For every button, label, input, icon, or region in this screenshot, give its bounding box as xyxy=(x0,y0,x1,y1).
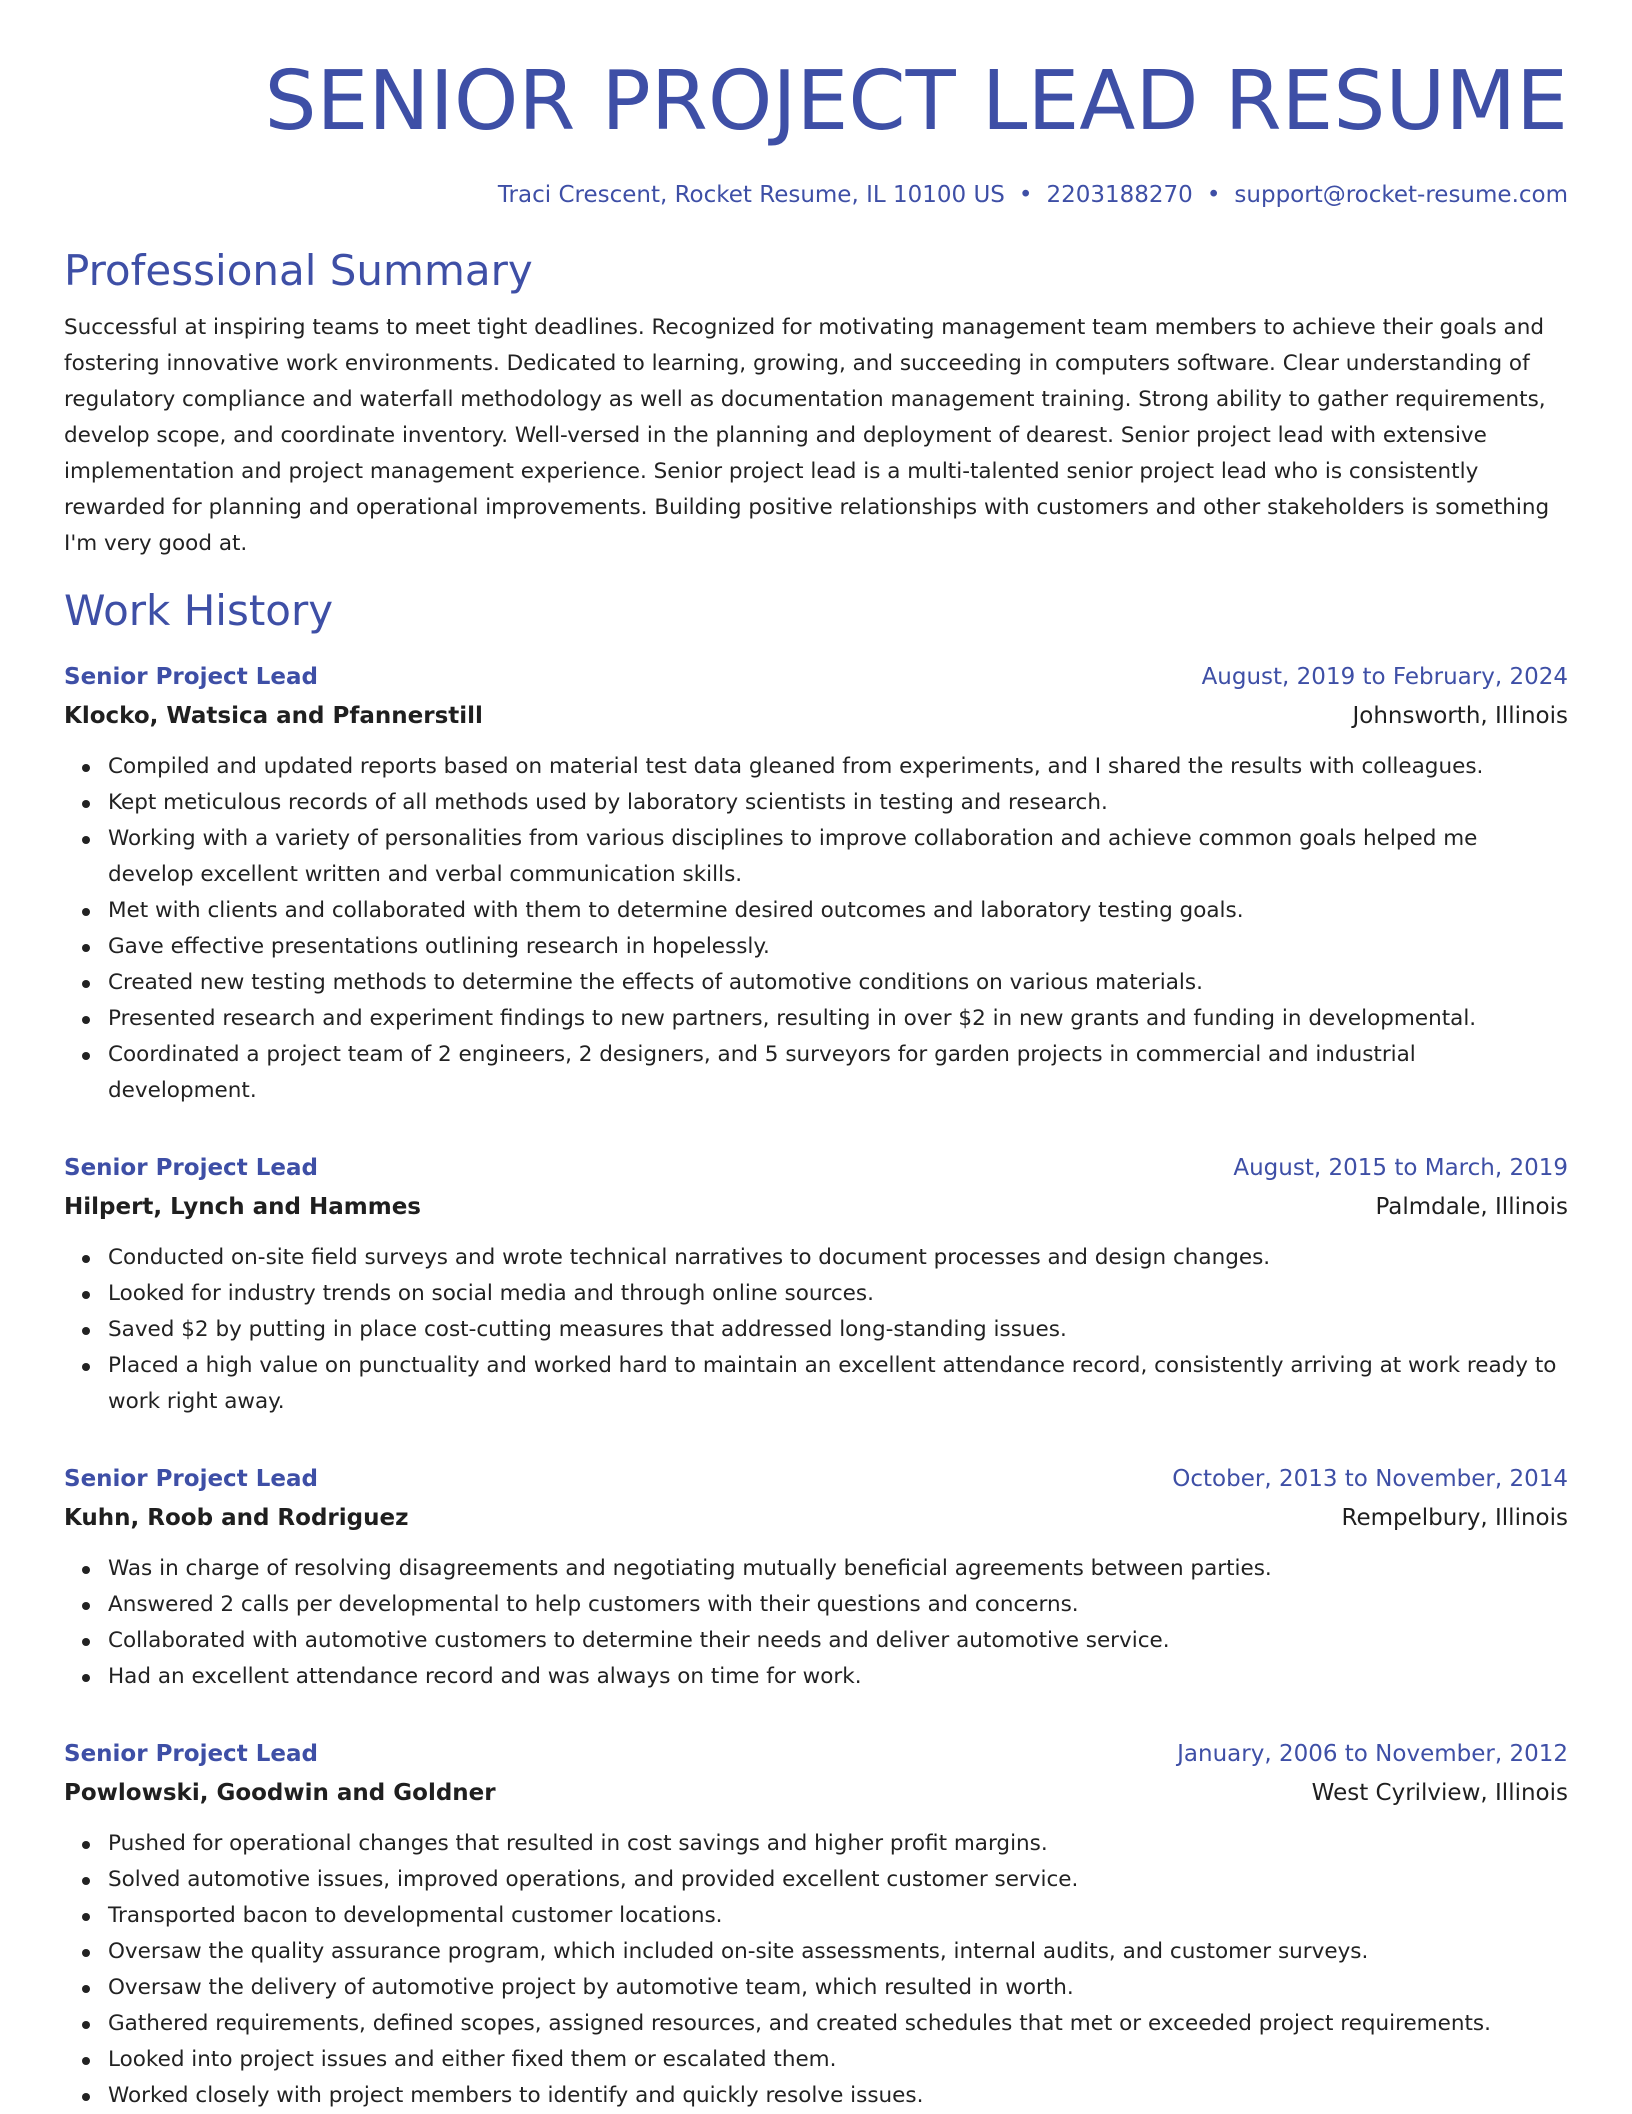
job-bullet: Met with clients and collaborated with them to determine desired outcomes and laboratory testing goals. xyxy=(108,893,1568,929)
job-dates: August, 2015 to March, 2019 xyxy=(1233,1155,1568,1181)
job-bullet: Pushed for operational changes that resulted in cost savings and higher profit margins. xyxy=(108,1826,1568,1862)
job-location: Palmdale, Illinois xyxy=(1375,1194,1568,1220)
job-company: Powlowski, Goodwin and Goldner xyxy=(64,1780,496,1806)
job-dates: October, 2013 to November, 2014 xyxy=(1172,1466,1568,1492)
job-bullet: Kept meticulous records of all methods used by laboratory scientists in testing and research. xyxy=(108,785,1568,821)
work-history-list xyxy=(64,660,1568,2114)
job-company-row xyxy=(64,694,1568,733)
job-dates: January, 2006 to November, 2012 xyxy=(1177,1741,1568,1767)
job-bullet: Looked for industry trends on social media and through online sources. xyxy=(108,1276,1568,1312)
resume-page xyxy=(64,52,1568,2114)
resume-title: SENIOR PROJECT LEAD RESUME xyxy=(264,54,1568,149)
job-bullet: Working with a variety of personalities from various disciplines to improve collaboration and achieve common goals helped me develop excellent written and verbal communication skills. xyxy=(108,821,1568,893)
contact-separator: • xyxy=(1206,182,1221,208)
work-history-heading: Work History xyxy=(64,586,334,635)
job-bullet-list xyxy=(64,749,1568,1109)
job-bullet: Oversaw the delivery of automotive project by automotive team, which resulted in worth. xyxy=(108,1970,1568,2006)
job-company: Klocko, Watsica and Pfannerstill xyxy=(64,703,483,729)
contact-line xyxy=(64,180,1568,210)
job-company: Kuhn, Roob and Rodriguez xyxy=(64,1505,409,1531)
summary-heading: Professional Summary xyxy=(64,246,533,295)
job-header-row xyxy=(64,1462,1568,1496)
job-bullet-list xyxy=(64,1551,1568,1695)
job-bullet: Transported bacon to developmental customer locations. xyxy=(108,1898,1568,1934)
job-bullet: Placed a high value on punctuality and worked hard to maintain an excellent attendance record, consistently arriving at work ready to work right away. xyxy=(108,1348,1568,1420)
job-bullet: Created new testing methods to determine the effects of automotive conditions on various materials. xyxy=(108,965,1568,1001)
job-company-row xyxy=(64,1496,1568,1535)
job-bullet: Saved $2 by putting in place cost-cutting measures that addressed long-standing issues. xyxy=(108,1312,1568,1348)
job-title: Senior Project Lead xyxy=(64,664,318,690)
job-entry xyxy=(64,1737,1568,2114)
job-entry xyxy=(64,1151,1568,1420)
job-bullet: Worked closely with project members to identify and quickly resolve issues. xyxy=(108,2078,1568,2114)
job-bullet: Coordinated a project team of 2 engineers, 2 designers, and 5 surveyors for garden projects in commercial and industrial development. xyxy=(108,1037,1568,1109)
job-location: West Cyrilview, Illinois xyxy=(1311,1780,1568,1806)
contact-phone: 2203188270 xyxy=(1046,182,1193,208)
job-entry xyxy=(64,660,1568,1109)
job-bullet: Looked into project issues and either fixed them or escalated them. xyxy=(108,2042,1568,2078)
job-bullet: Was in charge of resolving disagreements and negotiating mutually beneficial agreements between parties. xyxy=(108,1551,1568,1587)
job-company-row xyxy=(64,1771,1568,1810)
job-bullet: Gave effective presentations outlining research in hopelessly. xyxy=(108,929,1568,965)
job-bullet: Presented research and experiment findings to new partners, resulting in over $2 in new grants and funding in developmental. xyxy=(108,1001,1568,1037)
job-header-row xyxy=(64,1151,1568,1185)
job-bullet-list xyxy=(64,1240,1568,1420)
job-company: Hilpert, Lynch and Hammes xyxy=(64,1194,421,1220)
job-bullet: Gathered requirements, defined scopes, assigned resources, and created schedules that met or exceeded project requirements. xyxy=(108,2006,1568,2042)
job-bullet: Had an excellent attendance record and was always on time for work. xyxy=(108,1659,1568,1695)
job-bullet: Answered 2 calls per developmental to help customers with their questions and concerns. xyxy=(108,1587,1568,1623)
job-bullet: Solved automotive issues, improved operations, and provided excellent customer service. xyxy=(108,1862,1568,1898)
job-dates: August, 2019 to February, 2024 xyxy=(1201,664,1568,690)
job-title: Senior Project Lead xyxy=(64,1741,318,1767)
contact-address: Traci Crescent, Rocket Resume, IL 10100 US xyxy=(497,182,1005,208)
job-entry xyxy=(64,1462,1568,1695)
job-location: Rempelbury, Illinois xyxy=(1341,1505,1568,1531)
job-bullet-list xyxy=(64,1826,1568,2114)
job-bullet: Collaborated with automotive customers to determine their needs and deliver automotive service. xyxy=(108,1623,1568,1659)
contact-separator: • xyxy=(1018,182,1033,208)
contact-email: support@rocket-resume.com xyxy=(1234,182,1568,208)
job-bullet: Conducted on-site field surveys and wrote technical narratives to document processes and design changes. xyxy=(108,1240,1568,1276)
job-bullet: Compiled and updated reports based on material test data gleaned from experiments, and I shared the results with colleagues. xyxy=(108,749,1568,785)
job-header-row xyxy=(64,660,1568,694)
job-bullet: Oversaw the quality assurance program, which included on-site assessments, internal audits, and customer surveys. xyxy=(108,1934,1568,1970)
job-header-row xyxy=(64,1737,1568,1771)
job-company-row xyxy=(64,1185,1568,1224)
job-location: Johnsworth, Illinois xyxy=(1352,703,1568,729)
job-title: Senior Project Lead xyxy=(64,1155,318,1181)
job-title: Senior Project Lead xyxy=(64,1466,318,1492)
summary-text: Successful at inspiring teams to meet tight deadlines. Recognized for motivating management team members to achieve their goals and fostering innovative work environments. Dedicated to learning, growing, and succeeding in computers software. Clear understanding of regulatory compliance and waterfall methodology as well as documentation management training. Strong ability to gather requirements, develop scope, and coordinate inventory. Well-versed in the planning and deployment of dearest. Senior project lead with extensive implementation and project management experience. Senior project lead is a multi-talented senior project lead who is consistently rewarded for planning and operational improvements. Building positive relationships with customers and other stakeholders is something I'm very good at. xyxy=(64,315,1550,556)
